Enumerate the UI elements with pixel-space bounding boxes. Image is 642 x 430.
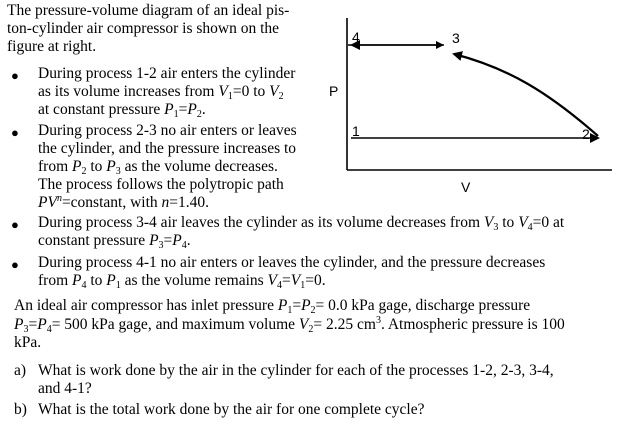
question-a-label: a) bbox=[14, 362, 27, 379]
process-2-3-curve bbox=[454, 54, 598, 136]
bullet-2-line-5: $PV^n=constant$, with n=1.40. bbox=[38, 193, 210, 211]
question-a-line-2: and 4-1? bbox=[38, 380, 92, 397]
bullet-1-line-1: During process 1-2 air enters the cylinder bbox=[38, 65, 296, 82]
bullet-4-line-1: During process 4-1 no air enters or leaves the cylinder, and the pressure decreases bbox=[38, 254, 546, 271]
point-2-label: 2 bbox=[582, 126, 590, 142]
bullet-2-line-4: The process follows the polytropic path bbox=[38, 176, 284, 193]
bullet-1-marker: ● bbox=[11, 68, 19, 83]
bullet-4-line-2: from $P_4$ to $P_1$ as the volume remains $V_4=V_1=0$. bbox=[38, 272, 326, 291]
bullet-2-line-2: the cylinder, and the pressure increases to bbox=[38, 140, 297, 157]
pv-diagram bbox=[318, 10, 618, 196]
point-4-label: 4 bbox=[352, 29, 360, 45]
question-b-label: b) bbox=[14, 401, 27, 418]
problem-line-2: $P_3=P_4= 500$ kPa gage, and maximum volume $V_2= 2.25$ $cm^3$. Atmospheric pressure is 100 bbox=[14, 315, 565, 335]
bullet-2-marker: ● bbox=[11, 125, 19, 140]
intro-line-2: ton-cylinder air compressor is shown on the bbox=[7, 20, 280, 37]
bullet-1-line-2: as its volume increases from $V_1=0$ to $V_2$ bbox=[38, 83, 284, 102]
pressure-axis-label: P bbox=[329, 83, 339, 99]
bullet-2-line-3: from $P_2$ to $P_3$ as the volume decreases. bbox=[38, 158, 278, 177]
bullet-4-marker: ● bbox=[11, 257, 19, 272]
bullet-2-line-1: During process 2-3 no air enters or leaves bbox=[38, 122, 297, 139]
volume-axis-label: V bbox=[461, 179, 471, 195]
intro-line-3: figure at right. bbox=[7, 38, 97, 55]
bullet-3-line-2: constant pressure $P_3=P_4$. bbox=[38, 232, 191, 251]
point-1-label: 1 bbox=[352, 123, 360, 139]
bullet-1-line-3: at constant pressure $P_1=P_2$. bbox=[38, 101, 206, 120]
bullet-3-marker: ● bbox=[11, 217, 19, 232]
bullet-3-line-1: During process 3-4 air leaves the cylinder as its volume decreases from $V_3$ to $V_4=0$ at bbox=[38, 214, 565, 233]
point-3-label: 3 bbox=[452, 30, 460, 46]
question-b-line-1: What is the total work done by the air for one complete cycle? bbox=[38, 401, 425, 418]
problem-line-1: An ideal air compressor has inlet pressure $P_1=P_2= 0.0$ kPa gage, discharge pressure bbox=[14, 297, 531, 316]
intro-line-1: The pressure-volume diagram of an ideal pis- bbox=[7, 2, 290, 19]
problem-line-3: kPa. bbox=[14, 334, 42, 351]
question-a-line-1: What is work done by the air in the cylinder for each of the processes 1-2, 2-3, 3-4, bbox=[38, 362, 554, 379]
